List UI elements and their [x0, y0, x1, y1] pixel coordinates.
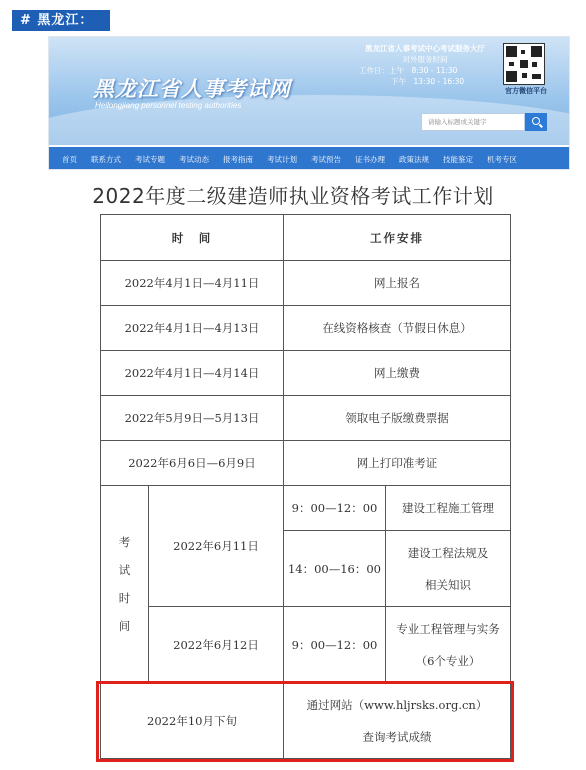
site-banner: [48, 36, 570, 170]
session-subject: 专业工程管理与实务 （6个专业）: [386, 607, 511, 683]
main-nav: [49, 147, 570, 170]
nav-item-home[interactable]: 首页: [62, 154, 77, 164]
table-row: [101, 306, 511, 351]
session-subject: 建设工程法规及 相关知识: [386, 531, 511, 607]
qr-label: 官方微信平台: [505, 87, 547, 95]
hours-line-1: 工作日：上午 8:30 - 11:30: [359, 66, 458, 75]
session-subject: 建设工程施工管理: [386, 486, 511, 531]
result-date: 2022年10月下旬: [101, 683, 284, 759]
nav-item-guide[interactable]: 报考指南: [223, 154, 253, 164]
header-work: 工作安排: [284, 215, 511, 261]
site-title: 黑龙江省人事考试网: [93, 76, 291, 101]
row-task: 网上缴费: [284, 351, 511, 396]
row-task: 网上报名: [284, 261, 511, 306]
hours-line-2: 下午 13:30 - 16:30: [391, 77, 465, 86]
row-date: 2022年4月1日—4月11日: [101, 261, 284, 306]
exam-time-label: 考 试 时 间: [101, 486, 149, 683]
site-subtitle: Heilongjiang personnel testing authorities: [95, 101, 242, 110]
exam-row: [101, 607, 511, 683]
nav-item-skills[interactable]: 技能鉴定: [443, 154, 473, 164]
table-row: [101, 441, 511, 486]
nav-item-exam-plan[interactable]: 考试计划: [267, 154, 297, 164]
nav-item-contact[interactable]: 联系方式: [91, 154, 121, 164]
result-task: 通过网站（www.hljrsks.org.cn） 查询考试成绩: [284, 683, 511, 759]
search-button[interactable]: [525, 113, 547, 131]
nav-item-computer-exam[interactable]: 机考专区: [487, 154, 517, 164]
table-row: [101, 261, 511, 306]
hall-name: 黑龙江省人事考试中心考试服务大厅: [365, 44, 485, 53]
qr-code-icon: [503, 43, 545, 85]
service-hall-info: [355, 43, 495, 109]
section-tag: # 黑龙江：: [12, 10, 110, 31]
table-header-row: [101, 215, 511, 261]
exam-plan-table: [100, 214, 511, 759]
row-date: 2022年4月1日—4月14日: [101, 351, 284, 396]
row-task: 领取电子版缴费票据: [284, 396, 511, 441]
nav-item-policy[interactable]: 政策法规: [399, 154, 429, 164]
exam-day-date: 2022年6月12日: [149, 607, 284, 683]
row-date: 2022年6月6日—6月9日: [101, 441, 284, 486]
table-row: [101, 396, 511, 441]
session-time: 9：00—12：00: [284, 486, 386, 531]
row-date: 2022年4月1日—4月13日: [101, 306, 284, 351]
table-row: [101, 351, 511, 396]
document-title: 2022年度二级建造师执业资格考试工作计划: [92, 184, 494, 208]
exam-day-date: 2022年6月11日: [149, 486, 284, 607]
exam-row: [101, 486, 511, 531]
service-hours-label: 对外服务时间: [402, 55, 448, 64]
session-time: 9：00—12：00: [284, 607, 386, 683]
nav-item-certificate[interactable]: 证书办理: [355, 154, 385, 164]
row-task: 网上打印准考证: [284, 441, 511, 486]
header-time: 时 间: [101, 215, 284, 261]
nav-item-exam-news[interactable]: 考试动态: [179, 154, 209, 164]
result-row: [101, 683, 511, 759]
nav-item-exam-notice[interactable]: 考试预告: [311, 154, 341, 164]
row-task: 在线资格核查（节假日休息）: [284, 306, 511, 351]
search-input[interactable]: 请输入标题或关键字: [421, 113, 525, 131]
session-time: 14：00—16：00: [284, 531, 386, 607]
nav-item-exam-topics[interactable]: 考试专题: [135, 154, 165, 164]
row-date: 2022年5月9日—5月13日: [101, 396, 284, 441]
